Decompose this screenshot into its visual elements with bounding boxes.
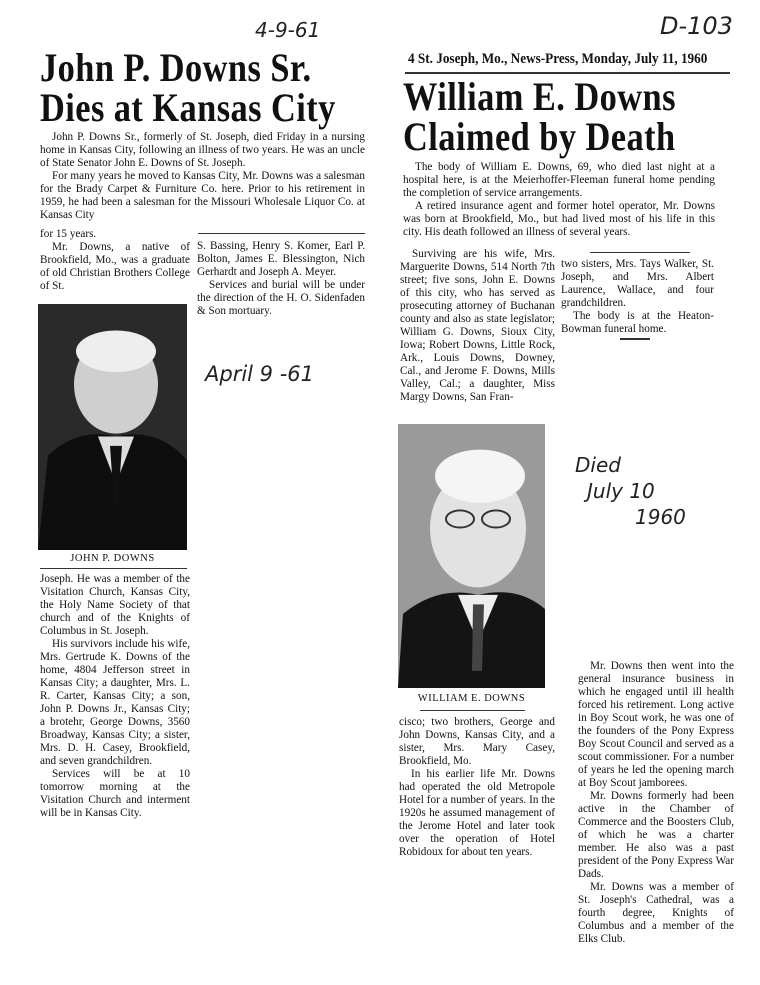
divider: [620, 338, 650, 340]
paragraph: two sisters, Mrs. Tays Walker, St. Joseph, and Mrs. Albert Laurence, Wallace, and four grandchildren.: [561, 258, 714, 309]
died-note-annotation: [575, 452, 686, 530]
died-line: July 10: [587, 479, 655, 503]
dateline: 4 St. Joseph, Mo., News-Press, Monday, July 11, 1960: [408, 51, 708, 67]
paragraph: Mr. Downs was a member of St. Joseph's Cathedral, was a fourth degree, Knights of Columbus and a member of the Elks Club.: [578, 881, 734, 945]
left-col1-bottom: [40, 573, 190, 820]
headline-line: Claimed by Death: [403, 114, 676, 159]
died-line: Died: [575, 453, 621, 477]
william-downs-caption: WILLIAM E. DOWNS: [417, 693, 526, 704]
paragraph: for 15 years.: [40, 228, 97, 240]
paragraph: John P. Downs Sr., formerly of St. Joseph, died Friday in a nursing home in Kansas City, following an illness of two years. He was an uncle of State Senator John E. Downs of St. Joseph.: [40, 131, 365, 169]
right-col2-top: [561, 258, 714, 336]
paragraph: Mr. Downs, a native of Brookfield, Mo., was a graduate of old Christian Brothers College of St.: [40, 241, 190, 292]
headline-line: John P. Downs Sr.: [40, 45, 312, 90]
file-number-annotation: D-103: [660, 12, 733, 40]
right-col1-top: [400, 248, 555, 404]
right-intro: [403, 161, 715, 239]
date-note-annotation: April 9 -61: [205, 362, 315, 386]
paragraph: The body is at the Heaton-Bowman funeral home.: [561, 310, 714, 335]
paragraph: Joseph. He was a member of the Visitation Church, Kansas City, the Holy Name Society of that church and of the Knights of Columbus in St. Joseph.: [40, 573, 190, 637]
right-col1-bottom: [399, 716, 555, 859]
paragraph: In his earlier life Mr. Downs had operated the old Metropole Hotel for a number of years. In the 1920s he assumed management of the Jerome Hotel and later took over the operation of Hotel Robidoux for about ten years.: [399, 768, 555, 858]
divider: [198, 233, 365, 234]
paragraph: For many years he moved to Kansas City, Mr. Downs was a salesman for the Brady Carpet & Furniture Co. here. Prior to his retirement in 1959, he had been a salesman for the Missouri Wholesale Liquor Co. at Kansas City: [40, 170, 365, 221]
paragraph: S. Bassing, Henry S. Komer, Earl P. Bolton, James E. Blessington, Nich Gerhardt and Joseph A. Meyer.: [197, 240, 365, 278]
paragraph: A retired insurance agent and former hotel operator, Mr. Downs was born at Brookfield, Mo., but had lived most of his life in this city. His death followed an illness of several years.: [403, 200, 715, 238]
headline-line: William E. Downs: [403, 74, 676, 119]
divider: [590, 252, 690, 253]
left-col1-top: [40, 228, 190, 293]
left-col2-top: [197, 240, 365, 318]
john-downs-photo: [38, 304, 187, 550]
left-intro: [40, 131, 365, 222]
paragraph: The body of William E. Downs, 69, who died last night at a hospital here, is at the Meierhoffer-Fleeman funeral home pending the completion of service arrangements.: [403, 161, 715, 199]
date-annotation: 4-9-61: [255, 18, 321, 42]
john-downs-caption: JOHN P. DOWNS: [70, 553, 155, 564]
paragraph: cisco; two brothers, George and John Downs, Kansas City, and a sister, Mrs. Mary Casey, Brookfield, Mo.: [399, 716, 555, 767]
paragraph: Services and burial will be under the direction of the H. O. Sidenfaden & Son mortuary.: [197, 279, 365, 317]
paragraph: Surviving are his wife, Mrs. Marguerite Downs, 514 North 7th street; five sons, John E. Downs of this city, who has served as prosecuting attorney of Buchanan county and also as state legislator; William G. Downs, Sioux City, Iowa; Robert Downs, Little Rock, Ark., Louis Downs, Downey, Cal., and Jerome F. Downs, Mills Valley, Cal.; a daughter, Miss Margy Downs, San Fran-: [400, 248, 555, 403]
divider: [420, 710, 525, 711]
paragraph: Mr. Downs then went into the general insurance business in which he engaged until ill health forced his retirement. Long active in Boy Scout work, he was one of the founders of the Pony Express Boy Scout Council and served as a scout commissioner. For a number of years he led the opening march at Boy Scout jamborees.: [578, 660, 734, 789]
died-line: 1960: [635, 505, 686, 529]
right-col3: [578, 660, 734, 946]
right-headline: [403, 74, 676, 159]
divider: [40, 568, 187, 569]
paragraph: His survivors include his wife, Mrs. Gertrude K. Downs of the home, 4804 Jefferson street in Kansas City; a daughter, Mrs. L. R. Carter, Kansas City; a son, John P. Downs Jr., Kansas City; a brotehr, George Downs, 3560 Broadway, Kansas City; a sister, Mrs. D. H. Casey, Brookfield, and seven grandchildren.: [40, 638, 190, 767]
william-downs-photo: [398, 424, 545, 688]
paragraph: Mr. Downs formerly had been active in the Chamber of Commerce and the Boosters Club, of which he was a charter member. He also was a past president of the Pony Express War Dads.: [578, 790, 734, 880]
left-headline: [40, 45, 336, 130]
headline-line: Dies at Kansas City: [40, 85, 336, 130]
paragraph: Services will be at 10 tomorrow morning at the Visitation Church and interment will be in Kansas City.: [40, 768, 190, 819]
